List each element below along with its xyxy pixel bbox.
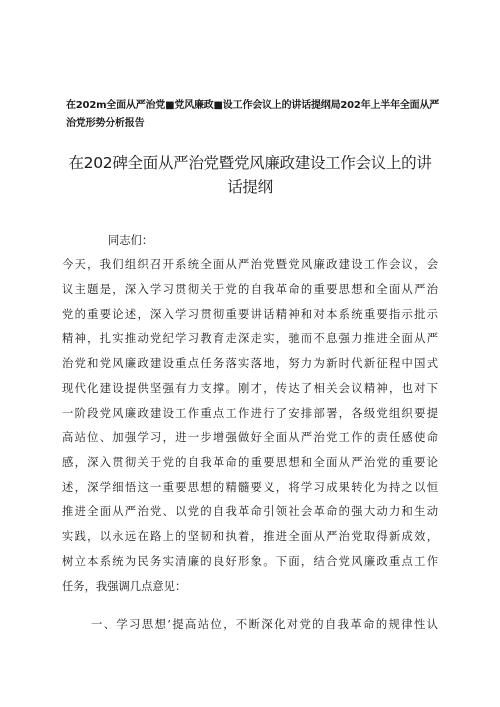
paragraph-line: 高站位、加强学习，进一步增强做好全面从严治党工作的责任感使命 <box>62 431 438 444</box>
paragraph-line: 今天，我们组织召开系统全面从严治党暨党风廉政建设工作会议，会 <box>62 258 438 271</box>
doc-header-line-2: 治党形势分析报告 <box>66 118 145 129</box>
paragraph-line: 实践，以永远在路上的坚韧和执着，推进全面从严治党取得新成效， <box>62 530 438 543</box>
doc-header-line-1: 在202m全面从严治党■党风廉政■设工作会议上的讲话提纲局202年上半年全面从严 <box>66 100 440 111</box>
salutation: 同志们： <box>108 234 154 247</box>
paragraph-line: 任务，我强调几点意见： <box>62 580 187 593</box>
paragraph-line: 述，深学细悟这一重要思想的精髓要义，将学习成果转化为持之以恒 <box>62 481 438 494</box>
paragraph-line: 树立本系统为民务实清廉的良好形象。下面，结合党风廉政重点工作 <box>62 555 438 568</box>
paragraph-line: 一阶段党风廉政建设工作重点工作进行了安排部署，各级党组织要提 <box>62 407 438 420</box>
paragraph-line: 精神，扎实推动党纪学习教育走深走实，驰而不息强力推进全面从严 <box>62 332 438 345</box>
section-heading: 一、学习思想’提高站位，不断深化对党的自我革命的规律性认 <box>91 618 438 631</box>
paragraph-line: 推进全面从严治党、以党的自我革命引领社会革命的强大动力和生动 <box>62 505 438 518</box>
doc-title-line-1: 在202碑全面从严治党暨党风廉政建设工作会议上的讲 <box>68 154 432 172</box>
paragraph-line: 感，深入贯彻关于党的自我革命的重要思想和全面从严治党的重要论 <box>62 456 438 469</box>
paragraph-line: 治党和党风廉政建设重点任务落实落地，努力为新时代新征程中国式 <box>62 357 438 370</box>
paragraph-line: 现代化建设提供坚强有力支撑。刚才，传达了相关会议精神，也对下 <box>62 382 438 395</box>
doc-title-line-2: 话提纲 <box>227 178 273 196</box>
paragraph-line: 议主题是，深入学习贯彻关于党的自我革命的重要思想和全面从严治 <box>62 283 438 296</box>
paragraph-line: 党的重要论述，深入学习贯彻重要讲话精神和对本系统重要指示批示 <box>62 308 438 321</box>
